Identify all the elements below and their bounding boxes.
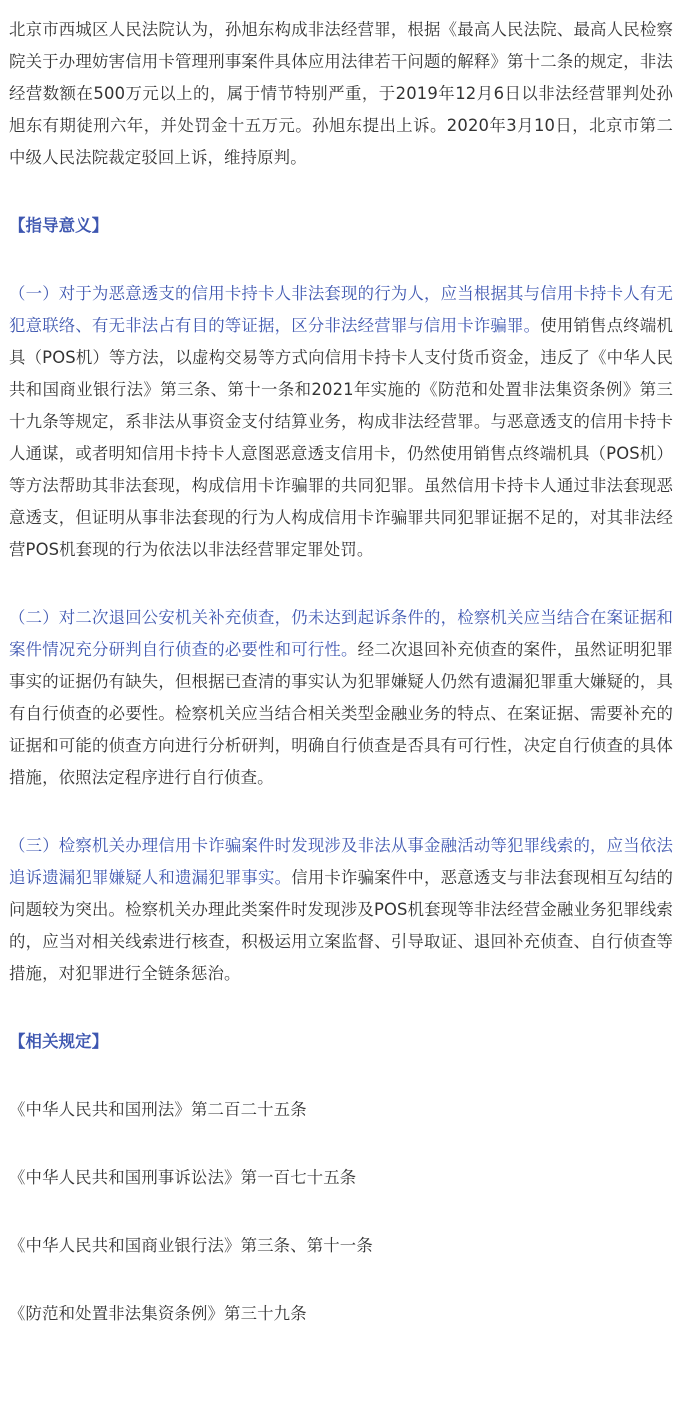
guidance-item-1-lead: （一）对于为恶意透支的信用卡持卡人非法套现的行为人，应当根据其与信用卡持卡人有无犯意联络、有无非法占有目的等证据，区分非法经营罪与信用卡诈骗罪。 [9,284,673,335]
guidance-item-3 [9,830,673,990]
guidance-item-3-lead: （三）检察机关办理信用卡诈骗案件时发现涉及非法从事金融活动等犯罪线索的，应当依法追诉遗漏犯罪嫌疑人和遗漏犯罪事实。 [9,836,673,887]
related-heading: 【相关规定】 [9,1032,109,1051]
guidance-item-3-body: 信用卡诈骗案件中，恶意透支与非法套现相互勾结的问题较为突出。检察机关办理此类案件时发现涉及POS机套现等非法经营金融业务犯罪线索的，应当对相关线索进行核查，积极运用立案监督、引导取证、退回补充侦查、自行侦查等措施，对犯罪进行全链条惩治。 [9,868,673,983]
guidance-item-2-lead: （二）对二次退回公安机关补充侦查，仍未达到起诉条件的，检察机关应当结合在案证据和案件情况充分研判自行侦查的必要性和可行性。 [9,608,673,659]
article [9,14,673,1330]
guidance-item-2-body: 经二次退回补充侦查的案件，虽然证明犯罪事实的证据仍有缺失，但根据已查清的事实认为犯罪嫌疑人仍然有遗漏犯罪重大嫌疑的，具有自行侦查的必要性。检察机关应当结合相关类型金融业务的特点、在案证据、需要补充的证据和可能的侦查方向进行分析研判，明确自行侦查是否具有可行性，决定自行侦查的具体措施，依照法定程序进行自行侦查。 [9,640,673,787]
related-law-1: 《中华人民共和国刑法》第二百二十五条 [9,1100,307,1119]
guidance-item-1-body: 使用销售点终端机具（POS机）等方法，以虚构交易等方式向信用卡持卡人支付货币资金，违反了《中华人民共和国商业银行法》第三条、第十一条和2021年实施的《防范和处置非法集资条例》第三十九条等规定，系非法从事资金支付结算业务，构成非法经营罪。与恶意透支的信用卡持卡人通谋，或者明知信用卡持卡人意图恶意透支信用卡，仍然使用销售点终端机具（POS机）等方法帮助其非法套现，构成信用卡诈骗罪的共同犯罪。虽然信用卡持卡人通过非法套现恶意透支，但证明从事非法套现的行为人构成信用卡诈骗罪共同犯罪证据不足的，对其非法经营POS机套现的行为依法以非法经营罪定罪处罚。 [9,316,673,559]
related-law-4: 《防范和处置非法集资条例》第三十九条 [9,1304,307,1323]
related-law-3: 《中华人民共和国商业银行法》第三条、第十一条 [9,1236,373,1255]
guidance-heading: 【指导意义】 [9,216,109,235]
intro-paragraph: 北京市西城区人民法院认为，孙旭东构成非法经营罪，根据《最高人民法院、最高人民检察院关于办理妨害信用卡管理刑事案件具体应用法律若干问题的解释》第十二条的规定，非法经营数额在500万元以上的，属于情节特别严重，于2019年12月6日以非法经营罪判处孙旭东有期徒刑六年，并处罚金十五万元。孙旭东提出上诉。2020年3月10日，北京市第二中级人民法院裁定驳回上诉，维持原判。 [9,20,673,167]
guidance-item-2 [9,602,673,794]
guidance-item-1 [9,278,673,566]
related-law-2: 《中华人民共和国刑事诉讼法》第一百七十五条 [9,1168,357,1187]
